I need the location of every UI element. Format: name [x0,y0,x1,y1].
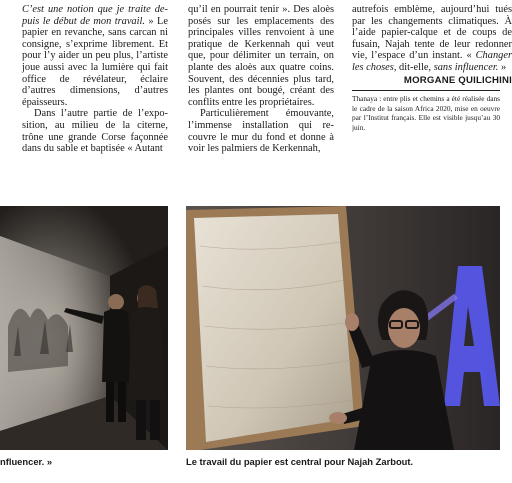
photo-caption-left: nfluencer. » [0,456,53,467]
exhibition-photo-artist-frame [186,206,500,450]
quote-italic: Changer les choses, [352,50,512,73]
divider [352,90,500,91]
exhibition-photo-visitors [0,206,168,450]
author-signature: MORGANE QUILICHINI [403,74,512,86]
quote-italic: C’est une notion que je traite depuis le début de mon travail. [22,4,168,27]
quote-italic: sans influencer. [433,61,499,73]
article-column-1 [22,4,168,155]
paragraph-text: dit-elle, [396,61,434,73]
paragraph-text: » Le papier en revanche, sans carcan ni consigne, s’exprime librement. Et pour l’y aider un peu plus, l’artiste joue aussi avec la lumière qui fait office de révélateur, éclaire d’autres dimensions, d’autres épaisseurs. [22,15,168,108]
photo-caption-right: Le travail du papier est central pour Najah Zarbout. [186,456,414,467]
article-column-3 [352,4,512,133]
paragraph [352,4,512,74]
photo-illustration [186,206,500,450]
paragraph [22,4,168,108]
exhibition-credit: Thanaya : entre plis et chemins a été réalisée dans le cadre de la saison Africa 2020, mise en oeuvre par l’Institut français. Elle est visible jusqu’au 30 juin. [352,94,500,132]
article-column-2 [188,4,334,155]
paragraph: qu’il en pourrait tenir ». Des aloès posés sur les emplacements des principales villes renvoient à une pratique de Kerkennah qui veut que, pour délimiter un terrain, on plante des aloès aux quatre coins. Souvent, des décennies plus tard, les plantes ont bougé, créant des conflits entre les propriétaires. [188,4,334,108]
photo-illustration [0,206,168,450]
paragraph: Particulièrement émouvante, l’immense installation qui recouvre le mur du fond et donne à voir les palmiers de Kerkennah, [188,108,334,155]
paragraph-text: autrefois emblème, aujourd’hui tués par les changements climatiques. À l’aide papier-calque et de coups de fusain, Najah tente de leur redonner vie, l’espace d’un instant. « [352,4,512,62]
paragraph-text: » [498,61,507,73]
paragraph: Dans l’autre partie de l’exposition, au milieu de la citerne, trône une grande Corse façonnée dans du sable et baptisée « Autant [22,108,168,155]
